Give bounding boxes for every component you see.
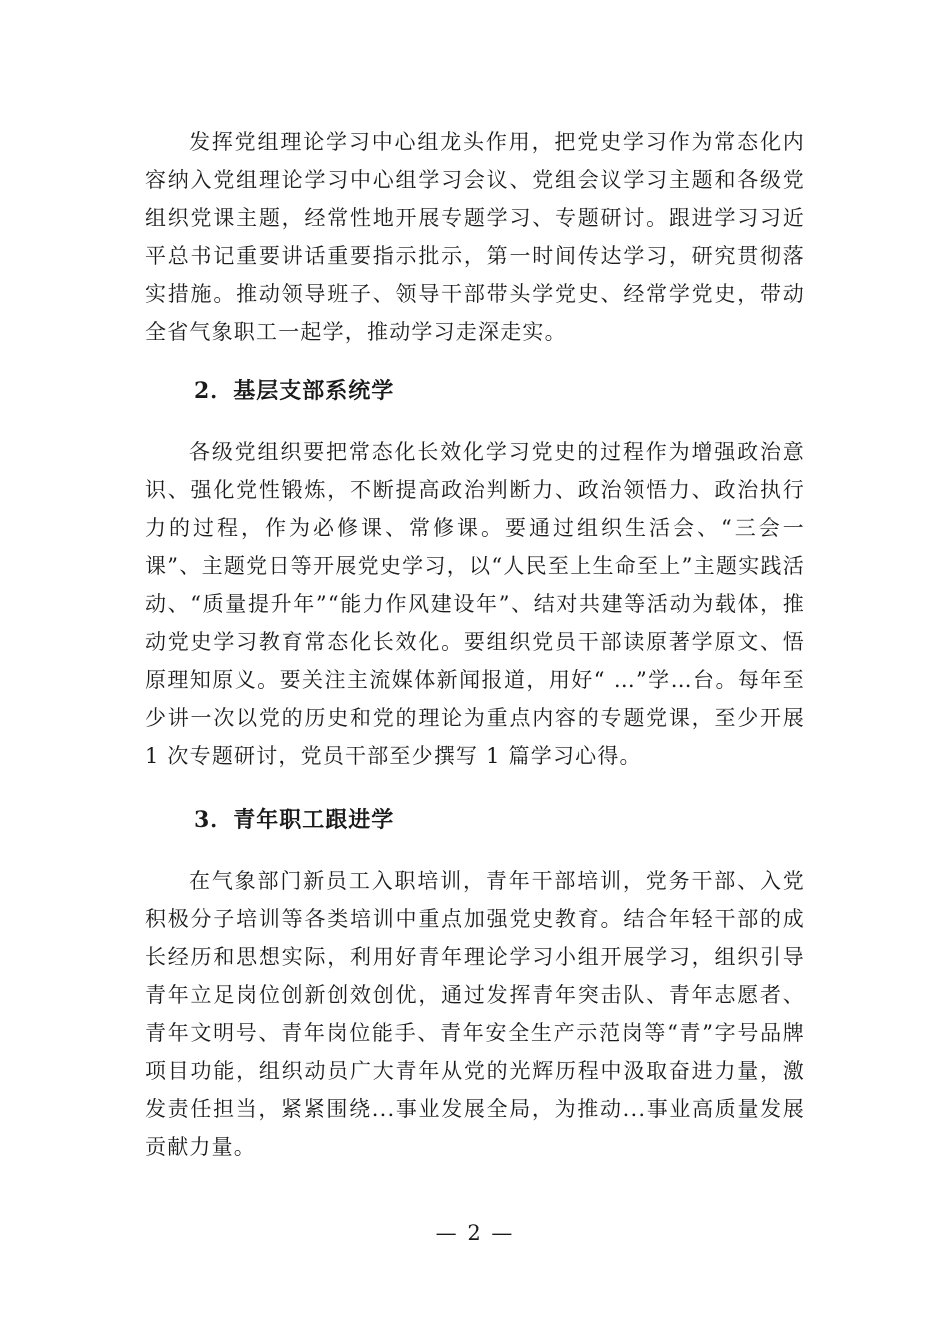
heading-grassroots-branch-study: 2．基层支部系统学 xyxy=(194,378,395,404)
paragraph-young-staff-study: 在气象部门新员工入职培训，青年干部培训，党务干部、入党积极分子培训等各类培训中重点加强党史教育。结合年轻干部的成长经历和思想实际，利用好青年理论学习小组开展学习，组织引导青年立足岗位创新创效创优，通过发挥青年突击队、青年志愿者、青年文明号、青年岗位能手、青年安全生产示范岗等“青”字号品牌项目功能，组织动员广大青年从党的光辉历程中汲取奋进力量，激发责任担当，紧紧围绕...事业发展全局，为推动...事业高质量发展贡献力量。 xyxy=(145,869,805,1159)
paragraph-grassroots-branch-study: 各级党组织要把常态化长效化学习党史的过程作为增强政治意识、强化党性锻炼，不断提高政治判断力、政治领悟力、政治执行力的过程，作为必修课、常修课。要通过组织生活会、“三会一课”、主题党日等开展党史学习，以“人民至上生命至上”主题实践活动、“质量提升年”“能力作风建设年”、结对共建等活动为载体，推动党史学习教育常态化长效化。要组织党员干部读原著学原文、悟原理知原义。要关注主流媒体新闻报道，用好“ …”学…台。每年至少讲一次以党的历史和党的理论为重点内容的专题党课，至少开展 1 次专题研讨，党员干部至少撰写 1 篇学习心得。 xyxy=(145,440,805,768)
heading-young-staff-study: 3．青年职工跟进学 xyxy=(194,807,395,833)
page-number: — 2 — xyxy=(435,1221,515,1245)
paragraph-party-group-study: 发挥党组理论学习中心组龙头作用，把党史学习作为常态化内容纳入党组理论学习中心组学习会议、党组会议学习主题和各级党组织党课主题，经常性地开展专题学习、专题研讨。跟进学习习近平总书记重要讲话重要指示批示，第一时间传达学习，研究贯彻落实措施。推动领导班子、领导干部带头学党史、经常学党史，带动全省气象职工一起学，推动学习走深走实。 xyxy=(145,130,805,344)
